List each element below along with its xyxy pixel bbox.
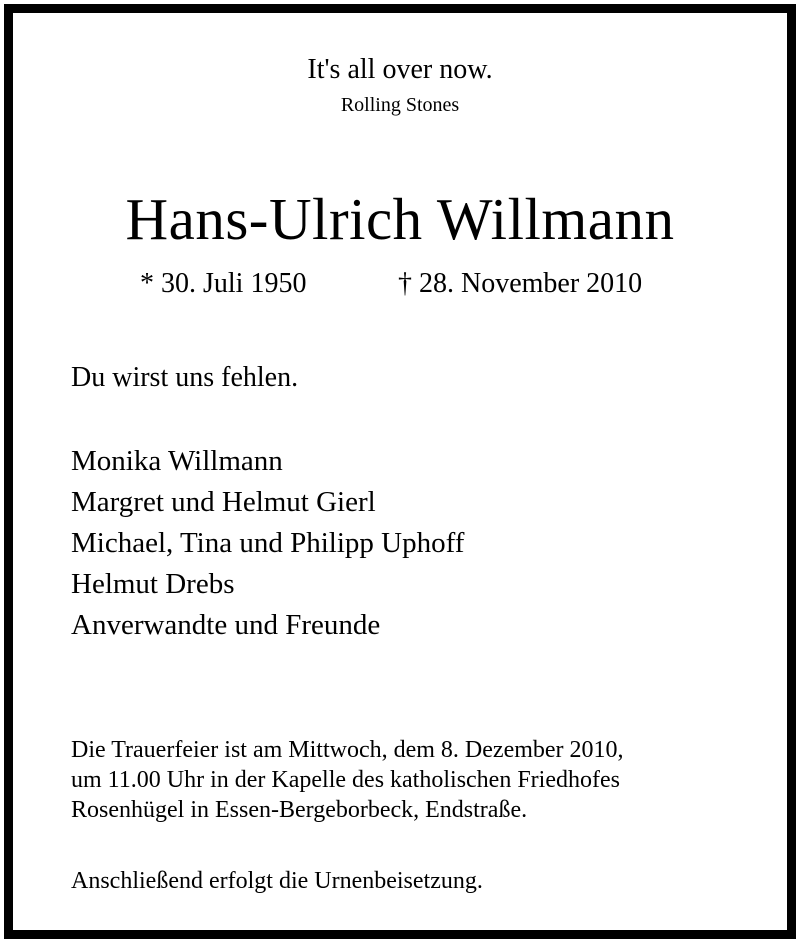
farewell-message: Du wirst uns fehlen. xyxy=(71,362,299,393)
quote-author: Rolling Stones xyxy=(340,94,460,116)
ceremony-line: um 11.00 Uhr in der Kapelle des katholischen Friedhofes xyxy=(71,767,620,793)
quote-text: It's all over now. xyxy=(307,54,493,85)
birth-date: * 30. Juli 1950 xyxy=(140,268,307,299)
ceremony-line: Die Trauerfeier ist am Mittwoch, dem 8. Dezember 2010, xyxy=(71,737,624,763)
ceremony-line: Rosenhügel in Essen-Bergeborbeck, Endstraße. xyxy=(71,797,528,823)
deceased-name: Hans-Ulrich Willmann xyxy=(125,186,675,252)
mourner-name: Monika Willmann xyxy=(71,445,283,477)
obituary-notice xyxy=(4,4,796,939)
mourners-list xyxy=(71,441,464,646)
mourner-name: Anverwandte und Freunde xyxy=(71,609,381,641)
ceremony-details xyxy=(71,735,771,825)
mourner-name: Margret und Helmut Gierl xyxy=(71,486,376,518)
urn-burial-note: Anschließend erfolgt die Urnenbeisetzung. xyxy=(71,868,483,894)
mourner-name: Helmut Drebs xyxy=(71,568,235,600)
mourner-name: Michael, Tina und Philipp Uphoff xyxy=(71,527,465,559)
death-date: † 28. November 2010 xyxy=(398,268,643,299)
